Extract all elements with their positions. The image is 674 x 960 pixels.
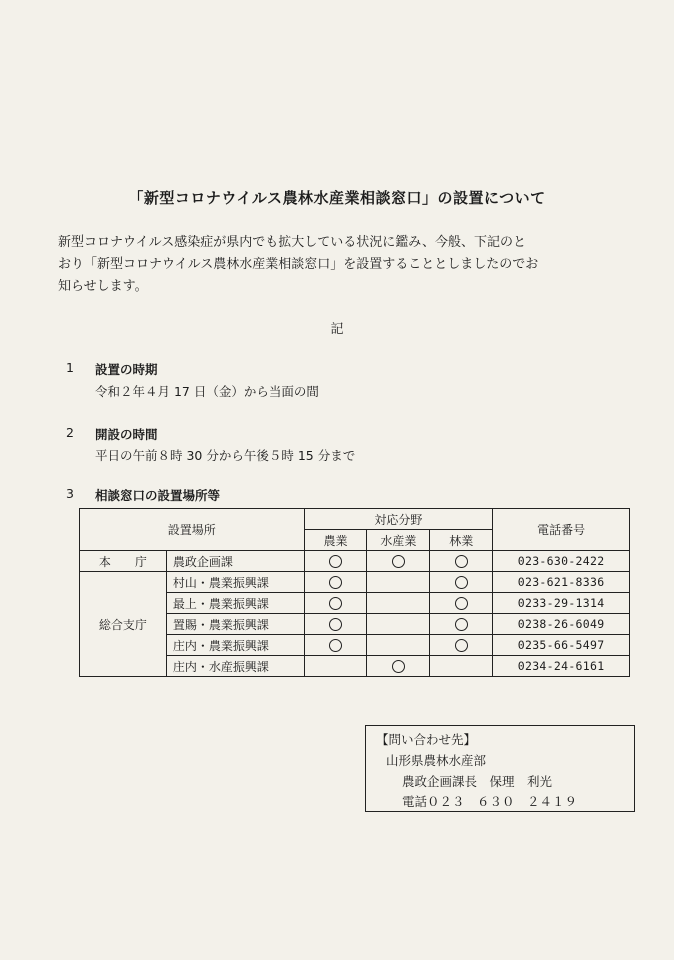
ki-heading: 記: [330, 322, 344, 337]
phone-number: 023-621-8336: [493, 572, 630, 593]
circle-mark-icon: [329, 639, 342, 652]
cell-fish: [367, 593, 430, 614]
section-title: 開設の時間: [95, 427, 158, 442]
office-name: 庄内・水産振興課: [166, 656, 304, 677]
header-phone: 電話番号: [493, 509, 630, 551]
table-row: [80, 572, 630, 593]
table-row: [80, 551, 630, 572]
cell-agri: [304, 656, 367, 677]
intro-line: おり「新型コロナウイルス農林水産業相談窓口」を設置することとしましたのでお: [58, 257, 539, 272]
circle-mark-icon: [455, 639, 468, 652]
cell-forest: [430, 614, 493, 635]
header-fish: 水産業: [367, 530, 430, 551]
intro-paragraph: [58, 232, 638, 298]
circle-mark-icon: [455, 597, 468, 610]
document-title: 「新型コロナウイルス農林水産業相談窓口」の設置について: [128, 189, 546, 207]
circle-mark-icon: [329, 597, 342, 610]
phone-number: 023-630-2422: [493, 551, 630, 572]
header-location: 設置場所: [80, 509, 305, 551]
section-number: 2: [66, 425, 74, 440]
contact-box: [365, 725, 635, 812]
contact-heading: 【問い合わせ先】: [376, 732, 477, 747]
cell-forest: [430, 656, 493, 677]
cell-agri: [304, 593, 367, 614]
circle-mark-icon: [329, 555, 342, 568]
circle-mark-icon: [455, 618, 468, 631]
circle-mark-icon: [392, 660, 405, 673]
phone-number: 0233-29-1314: [493, 593, 630, 614]
circle-mark-icon: [455, 576, 468, 589]
cell-forest: [430, 593, 493, 614]
intro-line: 知らせします。: [58, 279, 148, 294]
contact-phone: 電話０２３ ６３０ ２４１９: [402, 794, 578, 809]
phone-number: 0235-66-5497: [493, 635, 630, 656]
cell-fish: [367, 656, 430, 677]
cell-forest: [430, 572, 493, 593]
section-number: 3: [66, 486, 74, 501]
circle-mark-icon: [329, 618, 342, 631]
section-title: 相談窓口の設置場所等: [95, 488, 221, 503]
intro-line: 新型コロナウイルス感染症が県内でも拡大している状況に鑑み、今般、下記のと: [58, 235, 527, 250]
cell-fish: [367, 551, 430, 572]
header-field: 対応分野: [304, 509, 493, 530]
cell-forest: [430, 551, 493, 572]
section-body: 令和２年４月 17 日（金）から当面の間: [95, 384, 319, 399]
cell-agri: [304, 635, 367, 656]
contact-org: 山形県農林水産部: [386, 753, 487, 768]
office-name: 置賜・農業振興課: [166, 614, 304, 635]
phone-number: 0238-26-6049: [493, 614, 630, 635]
header-agri: 農業: [304, 530, 367, 551]
location-honcho: 本 庁: [80, 551, 167, 572]
office-name: 庄内・農業振興課: [166, 635, 304, 656]
circle-mark-icon: [455, 555, 468, 568]
cell-agri: [304, 572, 367, 593]
circle-mark-icon: [329, 576, 342, 589]
office-name: 農政企画課: [166, 551, 304, 572]
consultation-table: [79, 508, 630, 677]
cell-fish: [367, 614, 430, 635]
section-title: 設置の時期: [95, 362, 158, 377]
contact-person: 農政企画課長 保理 利光: [402, 774, 553, 789]
section-body: 平日の午前８時 30 分から午後５時 15 分まで: [95, 448, 356, 463]
cell-fish: [367, 572, 430, 593]
cell-forest: [430, 635, 493, 656]
phone-number: 0234-24-6161: [493, 656, 630, 677]
circle-mark-icon: [392, 555, 405, 568]
header-forest: 林業: [430, 530, 493, 551]
cell-agri: [304, 551, 367, 572]
office-name: 最上・農業振興課: [166, 593, 304, 614]
cell-agri: [304, 614, 367, 635]
location-sogo: 総合支庁: [80, 572, 167, 677]
cell-fish: [367, 635, 430, 656]
section-number: 1: [66, 360, 74, 375]
office-name: 村山・農業振興課: [166, 572, 304, 593]
